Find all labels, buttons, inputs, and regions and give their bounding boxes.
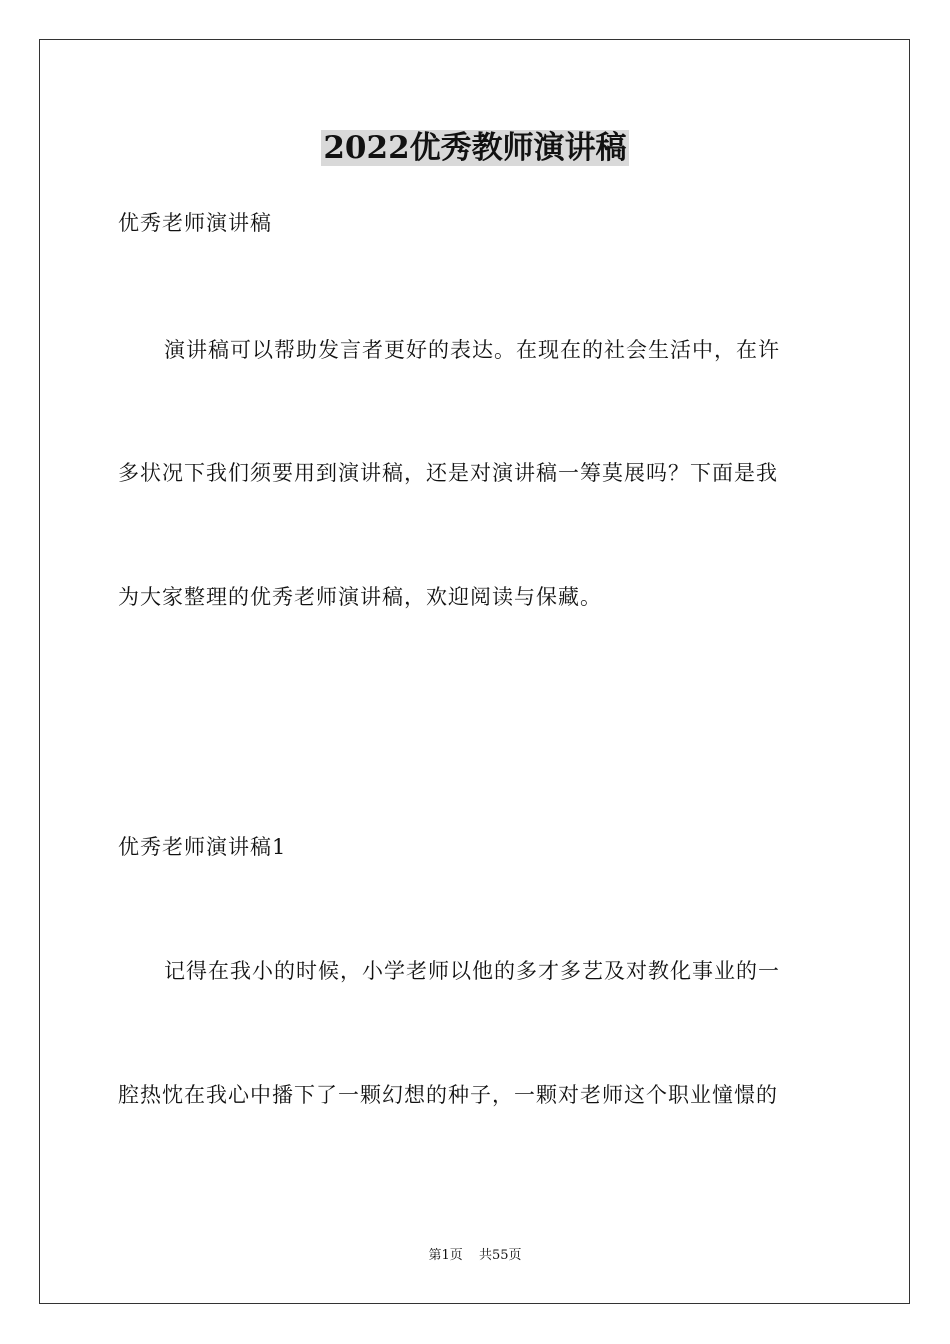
page-total: 共55页 [478, 1248, 522, 1263]
document-title [0, 126, 950, 170]
intro-line-3: 为大家整理的优秀老师演讲稿，欢迎阅读与保藏。 [118, 585, 602, 609]
page-number: 第1页 [428, 1248, 463, 1263]
intro-line-2: 多状况下我们须要用到演讲稿，还是对演讲稿一筹莫展吗？下面是我 [118, 461, 778, 485]
section-line-2: 腔热忱在我心中播下了一颗幻想的种子，一颗对老师这个职业憧憬的 [118, 1083, 778, 1107]
section-line-1: 记得在我小的时候，小学老师以他的多才多艺及对教化事业的一 [164, 959, 780, 983]
page-footer [0, 1246, 950, 1266]
document-subtitle: 优秀老师演讲稿 [118, 211, 272, 235]
section-heading: 优秀老师演讲稿1 [118, 835, 287, 859]
document-title-text: 2022优秀教师演讲稿 [323, 130, 627, 166]
intro-line-1: 演讲稿可以帮助发言者更好的表达。在现在的社会生活中，在许 [164, 338, 780, 362]
